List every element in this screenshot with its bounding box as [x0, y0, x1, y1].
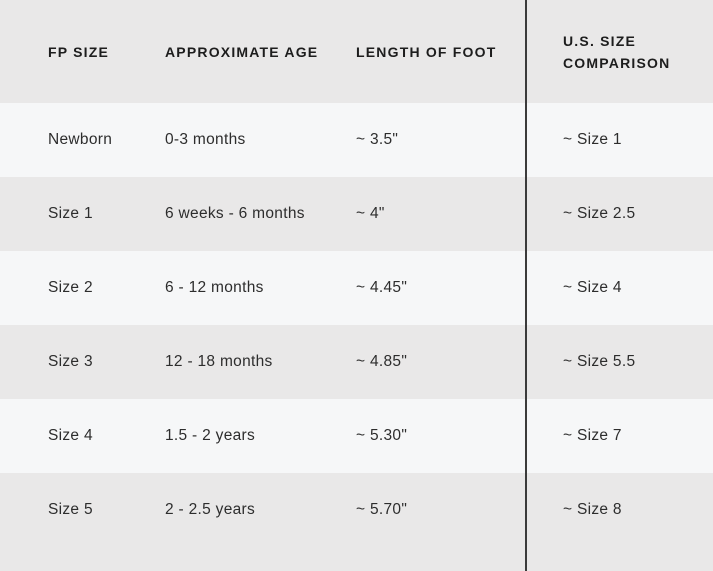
table-row-size-4	[0, 399, 713, 473]
table-row-size-3	[0, 325, 713, 399]
cell-length-of-foot: ~ 3.5"	[356, 131, 399, 148]
cell-approximate-age: 2 - 2.5 years	[165, 501, 256, 518]
cell-us-size: ~ Size 2.5	[563, 205, 636, 222]
cell-length-of-foot: ~ 5.70"	[356, 501, 408, 518]
header-approximate-age	[140, 41, 340, 63]
cell-approximate-age: 0-3 months	[165, 131, 246, 148]
cell-fp-size: Size 3	[48, 353, 93, 370]
cell-us-size: ~ Size 1	[563, 131, 622, 148]
header-fp-size-label: FP SIZE	[48, 43, 110, 60]
cell-us-size: ~ Size 8	[563, 501, 622, 518]
cell-length-of-foot: ~ 4.85"	[356, 353, 408, 370]
header-us-size-comparison	[526, 30, 713, 74]
cell-length-of-foot: ~ 4"	[356, 205, 385, 222]
cell-us-size: ~ Size 7	[563, 427, 622, 444]
header-row	[0, 0, 713, 103]
table-row-size-1	[0, 177, 713, 251]
header-length-of-foot-label: LENGTH OF FOOT	[356, 43, 497, 60]
cell-us-size: ~ Size 4	[563, 279, 622, 296]
header-length-of-foot	[340, 41, 526, 63]
cell-fp-size: Size 5	[48, 501, 93, 518]
column-divider	[525, 0, 527, 571]
table-row-size-2	[0, 251, 713, 325]
cell-length-of-foot: ~ 4.45"	[356, 279, 408, 296]
header-fp-size	[0, 41, 140, 63]
cell-approximate-age: 6 weeks - 6 months	[165, 205, 305, 222]
cell-approximate-age: 12 - 18 months	[165, 353, 273, 370]
cell-us-size: ~ Size 5.5	[563, 353, 636, 370]
cell-approximate-age: 6 - 12 months	[165, 279, 264, 296]
cell-fp-size: Newborn	[48, 131, 113, 148]
header-approximate-age-label: APPROXIMATE AGE	[165, 43, 319, 60]
cell-length-of-foot: ~ 5.30"	[356, 427, 408, 444]
cell-fp-size: Size 2	[48, 279, 93, 296]
cell-fp-size: Size 1	[48, 205, 93, 222]
cell-approximate-age: 1.5 - 2 years	[165, 427, 256, 444]
header-us-size-comparison-label: U.S. SIZE COMPARISON	[563, 32, 671, 71]
table-row-size-5	[0, 473, 713, 571]
cell-fp-size: Size 4	[48, 427, 93, 444]
table-row-newborn	[0, 103, 713, 177]
